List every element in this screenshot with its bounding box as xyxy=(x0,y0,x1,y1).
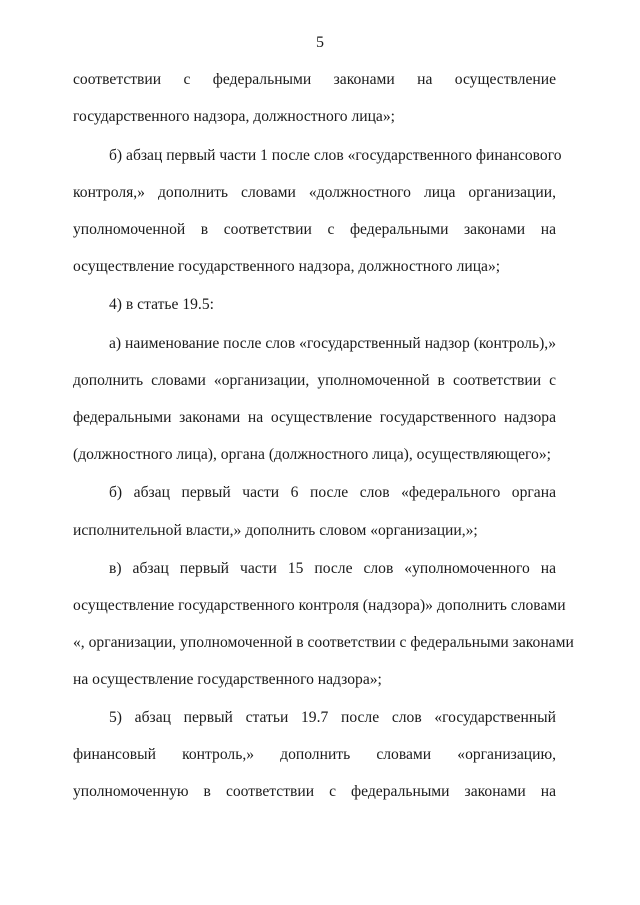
text-line: «, организации, уполномоченной в соответствии с федеральными законами xyxy=(73,634,574,651)
text-line: осуществление государственного контроля (надзора)» дополнить словами xyxy=(73,597,566,614)
text-line: б) абзац первый части 1 после слов «государственного финансового xyxy=(109,147,562,164)
text-line: контроля,» дополнить словами «должностного лица организации, xyxy=(73,184,556,201)
text-line: дополнить словами «организации, уполномоченной в соответствии с xyxy=(73,372,556,389)
text-line: на осуществление государственного надзора»; xyxy=(73,671,382,688)
text-line: осуществление государственного надзора, должностного лица»; xyxy=(73,258,501,275)
text-line: (должностного лица), органа (должностного лица), осуществляющего»; xyxy=(73,446,551,463)
text-line: уполномоченной в соответствии с федеральными законами на xyxy=(73,221,556,238)
text-line: в) абзац первый части 15 после слов «уполномоченного на xyxy=(109,560,556,577)
text-line: а) наименование после слов «государственный надзор (контроль),» xyxy=(109,335,556,352)
text-line: соответствии с федеральными законами на осуществление xyxy=(73,71,556,88)
text-line: финансовый контроль,» дополнить словами «организацию, xyxy=(73,746,556,763)
text-line: 4) в статье 19.5: xyxy=(109,296,214,313)
text-line: федеральными законами на осуществление государственного надзора xyxy=(73,409,556,426)
text-line: 5) абзац первый статьи 19.7 после слов «государственный xyxy=(109,709,556,726)
text-line: б) абзац первый части 6 после слов «федерального органа xyxy=(109,484,556,501)
page-number: 5 xyxy=(316,34,324,51)
text-line: государственного надзора, должностного лица»; xyxy=(73,108,395,125)
text-line: исполнительной власти,» дополнить словом «организации,»; xyxy=(73,522,478,539)
text-line: уполномоченную в соответствии с федеральными законами на xyxy=(73,783,556,800)
